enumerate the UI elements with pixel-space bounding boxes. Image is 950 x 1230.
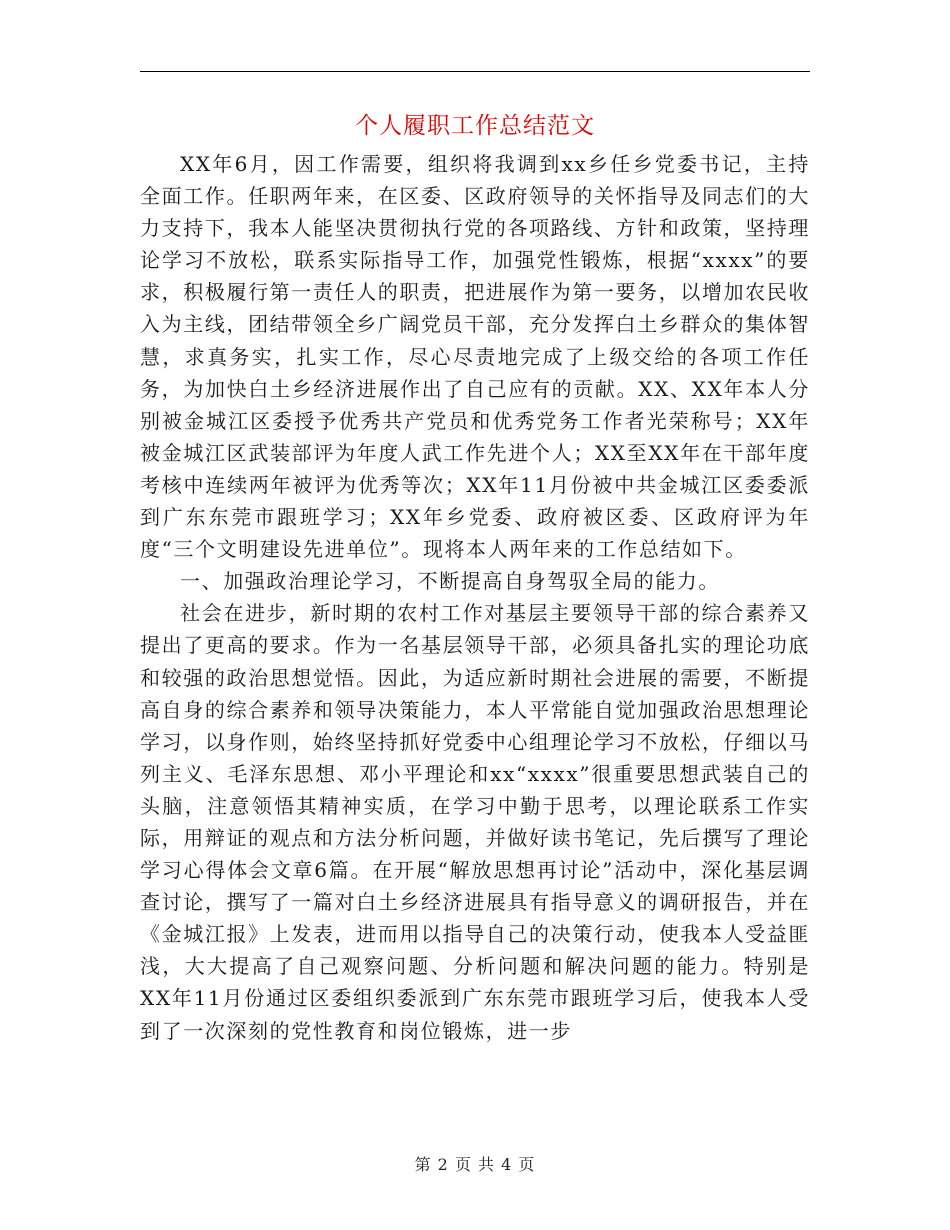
section-heading-1: 一、加强政治理论学习，不断提高自身驾驭全局的能力。 [180,569,720,594]
document-title: 个人履职工作总结范文 [355,113,595,139]
paragraph-section-1: 社会在进步，新时期的农村工作对基层主要领导干部的综合素养又提出了更高的要求。作为一名基层领导干部，必须具备扎实的理论功底和较强的政治思想觉悟。因此，为适应新时期社会进展的需要，不断提高自身的综合素养和领导决策能力，本人平常能自觉加强政治思想理论学习，以身作则，始终坚持抓好党委中心组理论学习不放松，仔细以马列主义、毛泽东思想、邓小平理论和xx“xxxx”很重要思想武装自己的头脑，注意领悟其精神实质，在学习中勤于思考，以理论联系工作实际，用辩证的观点和方法分析问题，并做好读书笔记，先后撰写了理论学习心得体会文章6篇。在开展“解放思想再讨论”活动中，深化基层调查讨论，撰写了一篇对白土乡经济进展具有指导意义的调研报告，并在《金城江报》上发表，进而用以指导自己的决策行动，使我本人受益匪浅，大大提高了自己观察问题、分析问题和解决问题的能力。特别是XX年11月份通过区委组织委派到广东东莞市跟班学习后，使我本人受到了一次深刻的党性教育和岗位锻炼，进一步 [140,601,810,1043]
document-body [140,148,810,1047]
paragraph-intro: XX年6月，因工作需要，组织将我调到xx乡任乡党委书记，主持全面工作。任职两年来，在区委、区政府领导的关怀指导及同志们的大力支持下，我本人能坚决贯彻执行党的各项路线、方针和政策，坚持理论学习不放松，联系实际指导工作，加强党性锻炼，根据“xxxx”的要求，积极履行第一责任人的职责，把进展作为第一要务，以增加农民收入为主线，团结带领全乡广阔党员干部，充分发挥白土乡群众的集体智慧，求真务实，扎实工作，尽心尽责地完成了上级交给的各项工作任务，为加快白土乡经济进展作出了自己应有的贡献。XX、XX年本人分别被金城江区委授予优秀共产党员和优秀党务工作者光荣称号；XX年被金城江区武装部评为年度人武工作先进个人；XX至XX年在干部年度考核中连续两年被评为优秀等次；XX年11月份被中共金城江区委委派到广东东莞市跟班学习；XX年乡党委、政府被区委、区政府评为年度“三个文明建设先进单位”。现将本人两年来的工作总结如下。 [140,152,810,562]
header-rule [140,71,810,72]
page-number: 第 2 页 共 4 页 [414,1155,536,1174]
